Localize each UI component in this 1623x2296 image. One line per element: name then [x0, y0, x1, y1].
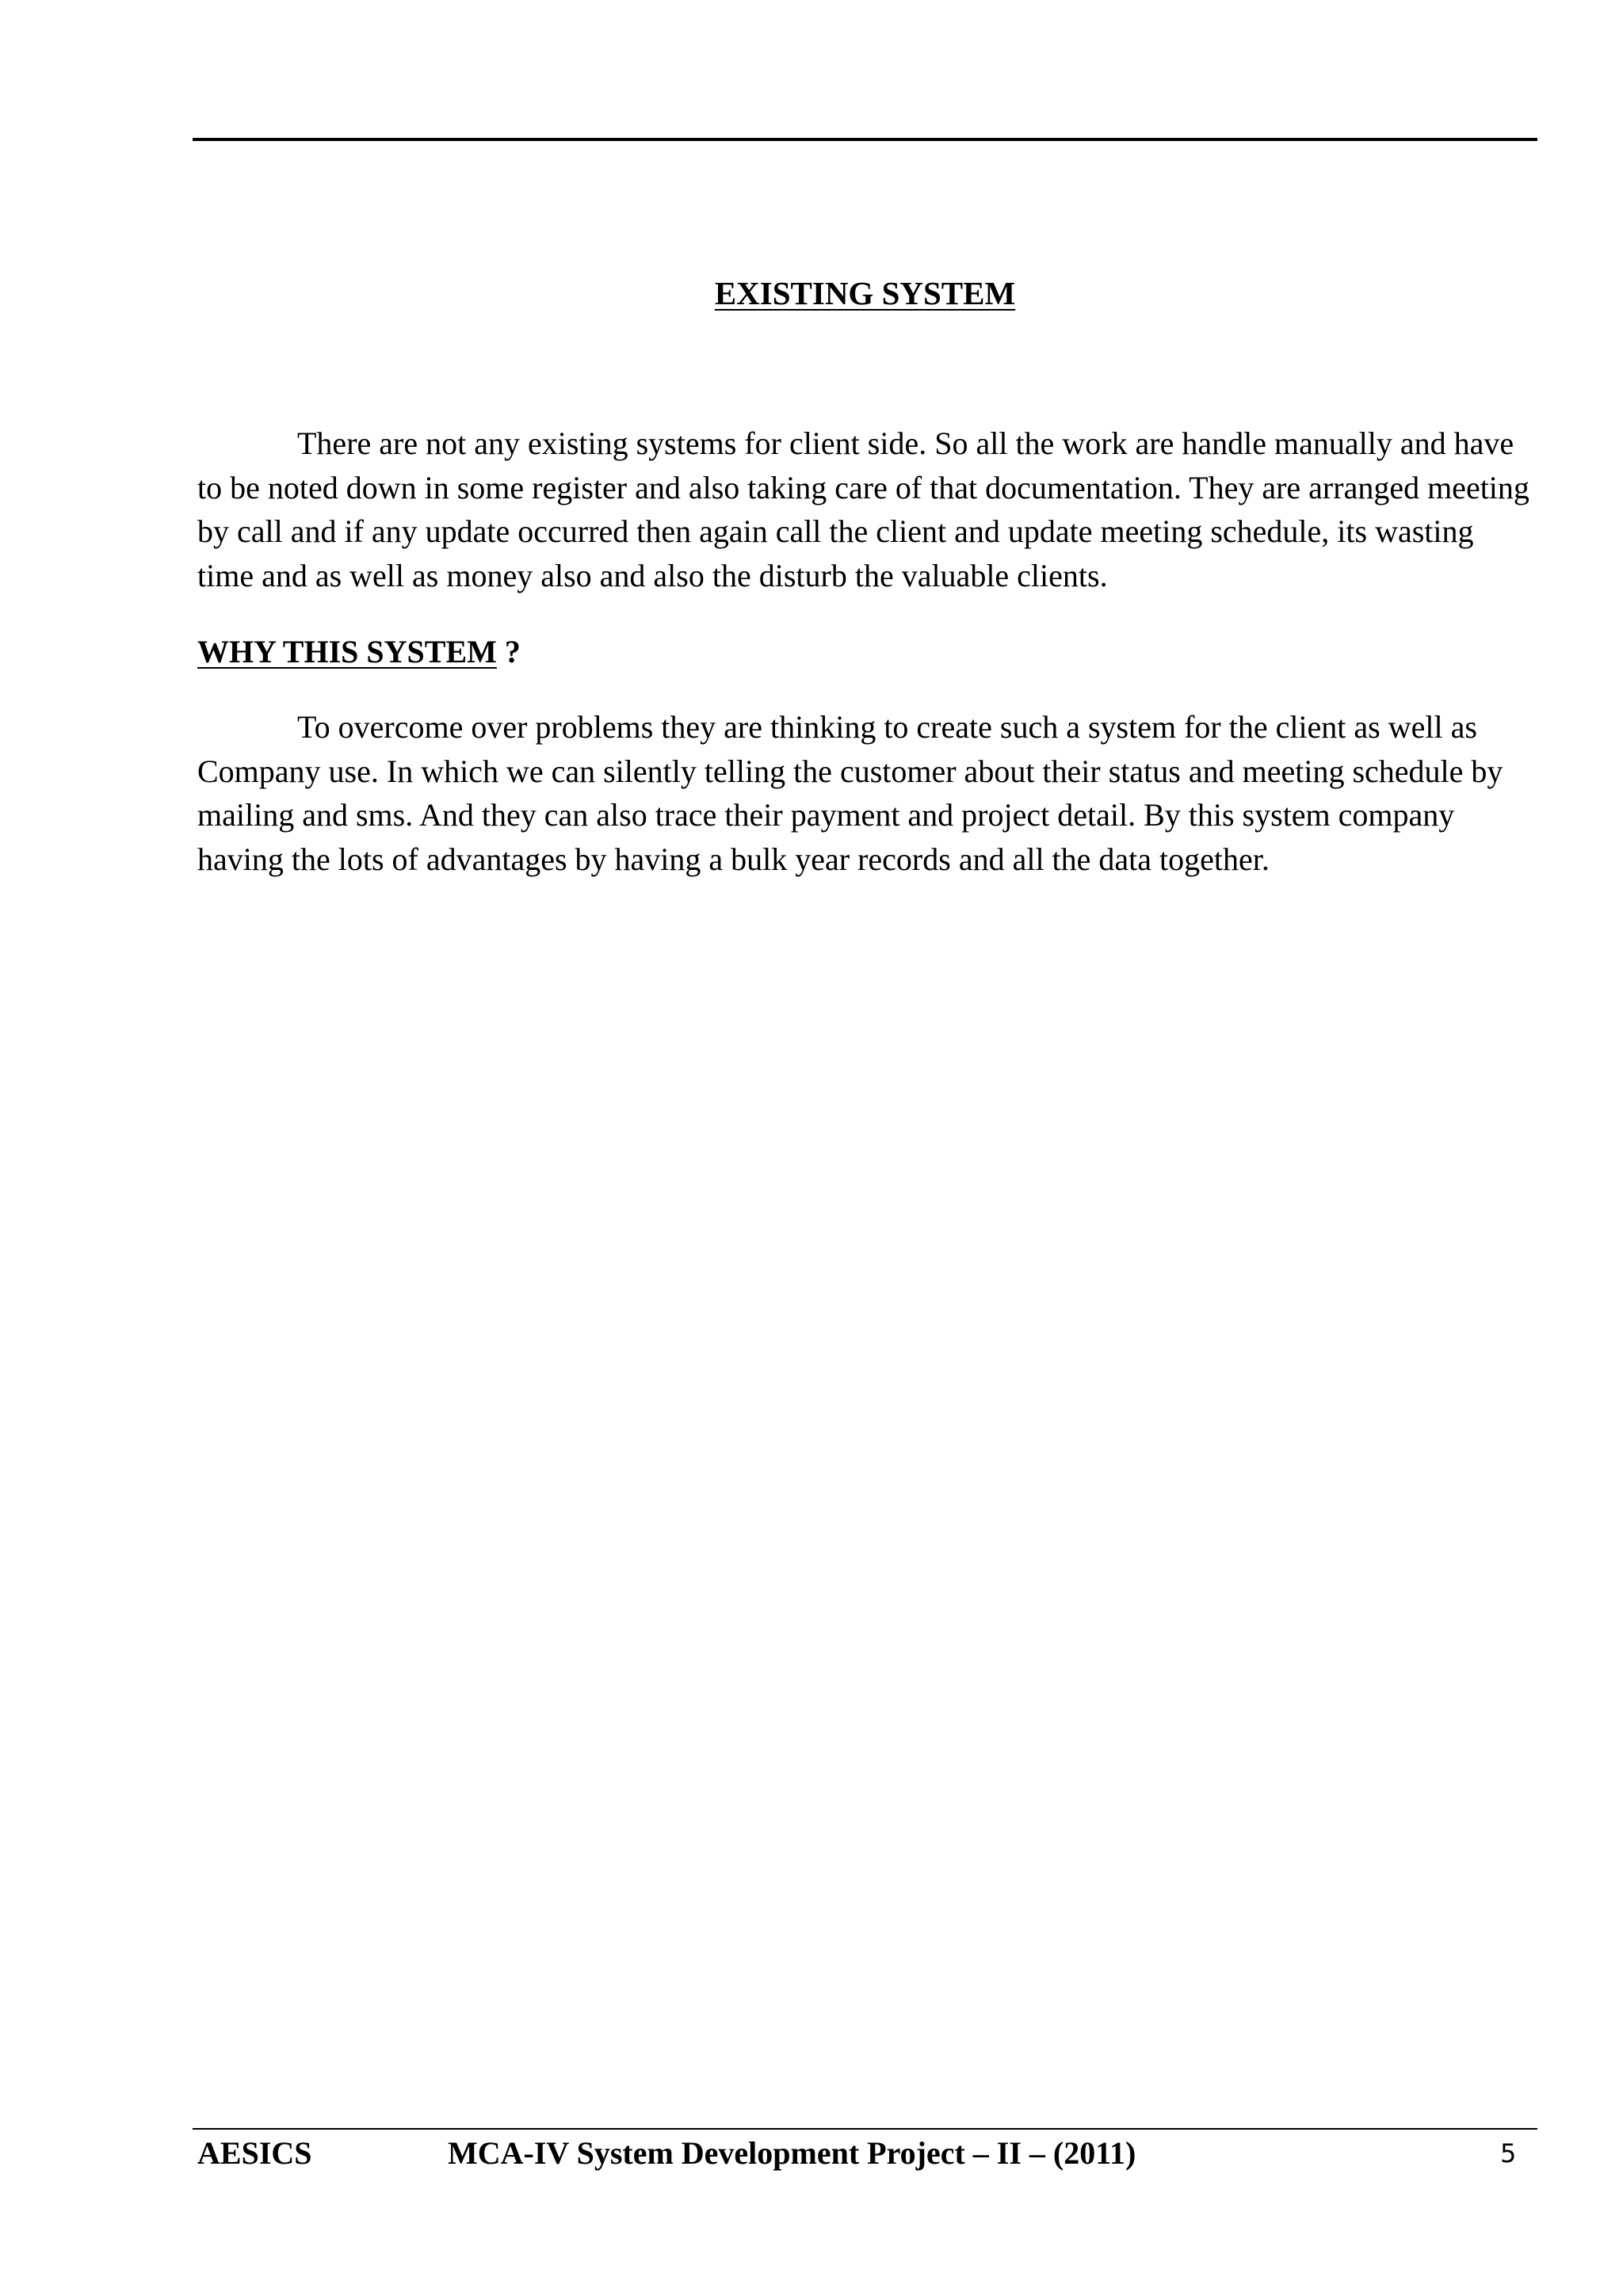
why-this-system-paragraph: To overcome over problems they are thinking to create such a system for the client as well as Company use. In which we can silently telling the customer about their status and meeting schedule by mailing and sms. And they can also trace their payment and project detail. By this system company having the lots of advantages by having a bulk year records and all the data together. [197, 709, 1503, 877]
section-heading-text: EXISTING SYSTEM [714, 275, 1016, 311]
header-rule [193, 138, 1537, 141]
why-heading-label: WHY THIS SYSTEM [197, 634, 497, 669]
footer-organization: AESICS [197, 2135, 312, 2171]
existing-system-paragraph: There are not any existing systems for client side. So all the work are handle manually and have to be noted down in some register and also taking care of that documentation. They are arranged meeting by call and if any update occurred then again call the client and update meeting schedule, its wasting time and as well as money also and also the disturb the valuable clients. [197, 425, 1529, 593]
page-footer [0, 2130, 1623, 2177]
why-this-system-heading [197, 628, 521, 676]
section-heading [193, 269, 1537, 317]
page-number: 5 [1500, 2138, 1517, 2168]
footer-project-title: MCA-IV System Development Project – II – (2011) [448, 2135, 1136, 2171]
why-heading-suffix: ? [496, 634, 521, 669]
